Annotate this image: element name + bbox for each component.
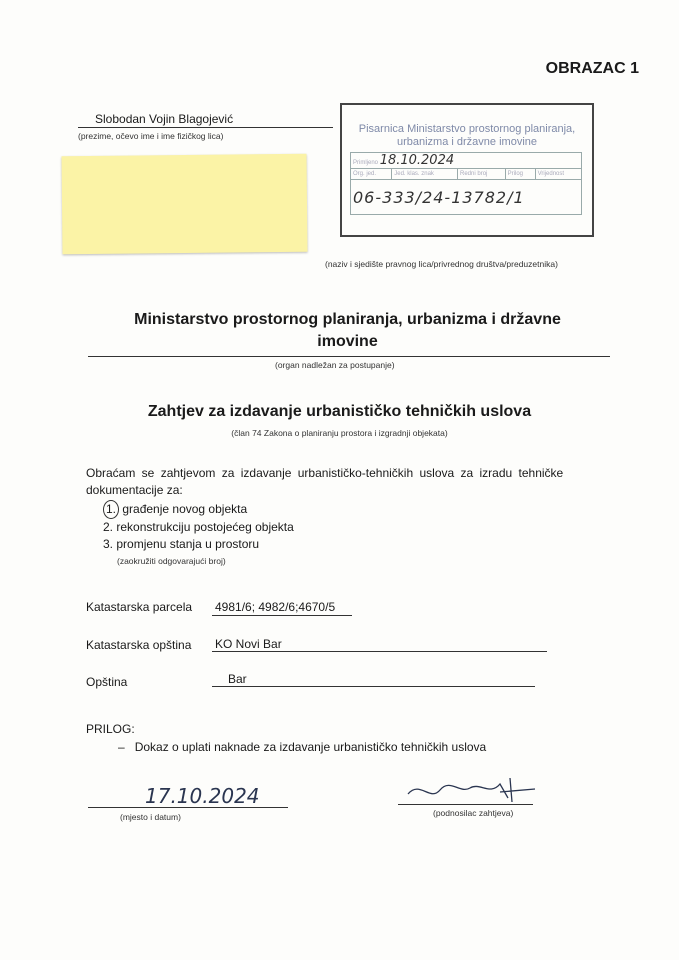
field-value-municipality: Bar — [228, 672, 247, 686]
option-3[interactable] — [103, 536, 294, 553]
applicant-name: Slobodan Vojin Blagojević — [95, 112, 234, 126]
option-2[interactable] — [103, 519, 294, 536]
stamp-received-date: 18.10.2024 — [379, 153, 455, 168]
stamp-col: Prilog — [505, 169, 535, 180]
option-label: promjenu stanja u prostoru — [116, 537, 260, 551]
option-1[interactable] — [103, 500, 294, 519]
date-handwritten: 17.10.2024 — [145, 784, 260, 808]
option-number: 2. — [103, 520, 114, 534]
options-note: (zaokružiti odgovarajući broj) — [117, 556, 226, 566]
signature-caption: (podnosilac zahtjeva) — [433, 808, 514, 818]
field-value-cadastral-municipality: KO Novi Bar — [215, 637, 282, 651]
registry-stamp — [340, 103, 594, 237]
request-title: Zahtjev za izdavanje urbanističko tehničkih uslova — [147, 403, 532, 420]
field-label-parcel: Katastarska parcela — [86, 600, 193, 614]
redaction-sticky-note — [61, 154, 307, 255]
option-label: rekonstrukciju postojećeg objekta — [116, 520, 294, 534]
stamp-received-label: Primljeno — [353, 160, 379, 166]
field-value-parcel: 4981/6; 4982/6;4670/5 — [215, 600, 336, 614]
legal-entity-caption: (naziv i sjedište pravnog lica/privrednog društva/preduzetnika) — [325, 259, 558, 269]
stamp-col: Vrijednost — [535, 169, 581, 180]
authority-caption: (organ nadležan za postupanje) — [275, 360, 395, 370]
date-caption: (mjesto i datum) — [120, 812, 181, 822]
authority-title-line1: Ministarstvo prostornog planiranja, urbanizma i državne — [134, 311, 561, 328]
option-label: građenje novog objekta — [122, 502, 248, 516]
intro-line2: dokumentacije za: — [86, 483, 183, 497]
authority-title-line2: imovine — [317, 333, 378, 350]
stamp-table — [350, 152, 582, 215]
options-list — [103, 500, 294, 570]
field-label-municipality: Opština — [86, 675, 128, 689]
stamp-line2: urbanizma i državne imovine — [396, 136, 537, 148]
option-number-circled: 1. — [103, 500, 119, 519]
stamp-col: Org. jed. — [351, 169, 392, 180]
stamp-line1: Pisarnica Ministarstvo prostornog planiranja, — [358, 123, 576, 135]
applicant-caption: (prezime, očevo ime i ime fizičkog lica) — [78, 131, 224, 141]
signature — [400, 772, 540, 808]
intro-line1: Obraćam se zahtjevom za izdavanje urbanističko-tehničkih uslova za izradu tehničke — [86, 466, 564, 480]
field-label-cadastral-municipality: Katastarska opština — [86, 638, 192, 652]
attachment-item: – Dokaz o uplati naknade za izdavanje urbanističko tehničkih uslova — [118, 740, 487, 754]
stamp-col: Jed. klas. znak — [392, 169, 458, 180]
stamp-number: 06-333/24-13782/1 — [353, 187, 525, 207]
stamp-col: Redni broj — [458, 169, 506, 180]
form-label: OBRAZAC 1 — [545, 60, 639, 77]
option-number: 3. — [103, 537, 114, 551]
attachment-text: Dokaz o uplati naknade za izdavanje urbanističko tehničkih uslova — [134, 740, 487, 754]
request-subtitle: (član 74 Zakona o planiranju prostora i izgradnji objekata) — [231, 428, 448, 438]
authority-title — [70, 309, 625, 353]
attachments-heading: PRILOG: — [86, 722, 135, 736]
